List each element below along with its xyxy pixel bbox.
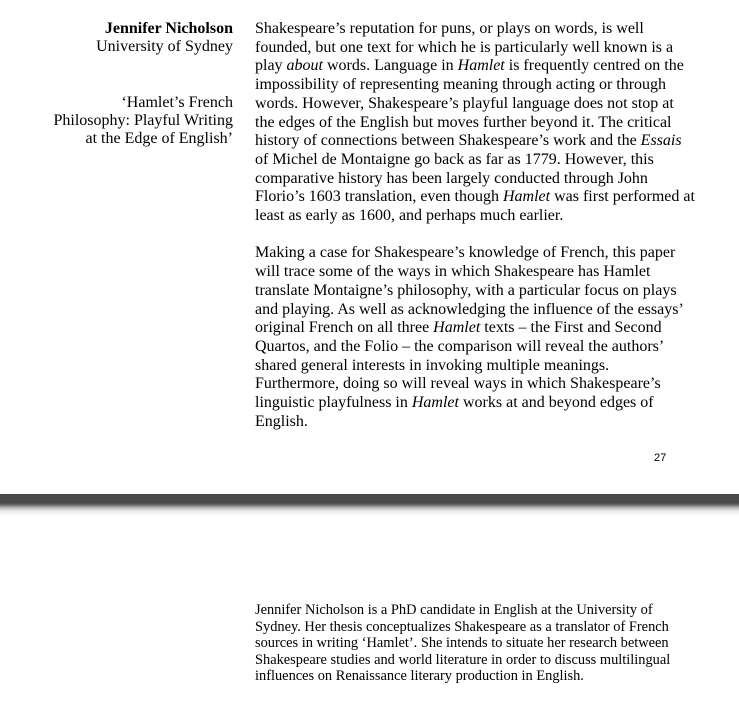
- document-page-28: [0, 516, 739, 718]
- abstract-text: Shakespeare’s reputation for puns, or plays on words, is well founded, but one text for which he is particularly well known is a play: [255, 20, 674, 75]
- emphasis-hamlet: Hamlet: [502, 188, 551, 206]
- abstract: [255, 20, 695, 450]
- page-number: 27: [654, 452, 667, 464]
- emphasis-about: about: [286, 57, 323, 75]
- abstract-paragraph-1: [255, 20, 695, 226]
- abstract-text: works at and beyond edges of English.: [255, 394, 654, 430]
- abstract-text: Making a case for Shakespeare’s knowledge of French, this paper will trace some of the ways in which Shakespeare has Hamlet translate Montaigne’s philosophy, with a particular focus on plays and playing. As well as acknowledging the influence of the essays’ original French on all three: [255, 244, 683, 337]
- abstract-text: is frequently centred on the impossibility of representing meaning through acting or through words. However, Shakespeare’s playful language does not stop at the edges of the English but moves further beyond it. The critical history of connections between Shakespeare’s work and the: [255, 57, 684, 150]
- abstract-text: was first performed at least as early as 1600, and perhaps much earlier.: [255, 188, 695, 225]
- paper-title: [53, 94, 233, 148]
- author-bio: Jennifer Nicholson is a PhD candidate in English at the University of Sydney. Her thesis conceptualizes Shakespeare as a translator of French sources in writing ‘Hamlet’. She intends to situate her research between Shakespeare studies and world literature in order to discuss multilingual influences on Renaissance literary production in English.: [255, 602, 671, 684]
- author-affiliation: University of Sydney: [96, 38, 233, 55]
- abstract-text: texts – the First and Second Quartos, and the Folio – the comparison will reveal the authors’ shared general interests in invoking multiple meanings. Furthermore, doing so will reveal ways in which Shakespeare’s linguistic playfulness in: [255, 319, 664, 412]
- abstract-paragraph-2: [255, 244, 695, 431]
- author-name: Jennifer Nicholson: [104, 20, 233, 37]
- paper-title-line-2: Philosophy: Playful Writing: [53, 112, 233, 129]
- abstract-text: words. Language in: [323, 57, 458, 75]
- abstract-text: of Michel de Montaigne go back as far as 1779. However, this comparative history has been largely conducted through John Florio’s 1603 translation, even though: [255, 150, 654, 206]
- paper-title-line-1: ‘Hamlet’s French: [121, 94, 233, 111]
- author-block: [96, 20, 233, 56]
- emphasis-hamlet: Hamlet: [411, 394, 459, 412]
- emphasis-hamlet: Hamlet: [433, 319, 481, 337]
- paper-title-line-3: at the Edge of English’: [85, 130, 233, 147]
- page-separator: [0, 494, 739, 516]
- emphasis-hamlet: Hamlet: [457, 57, 505, 75]
- emphasis-essais: Essais: [640, 132, 682, 150]
